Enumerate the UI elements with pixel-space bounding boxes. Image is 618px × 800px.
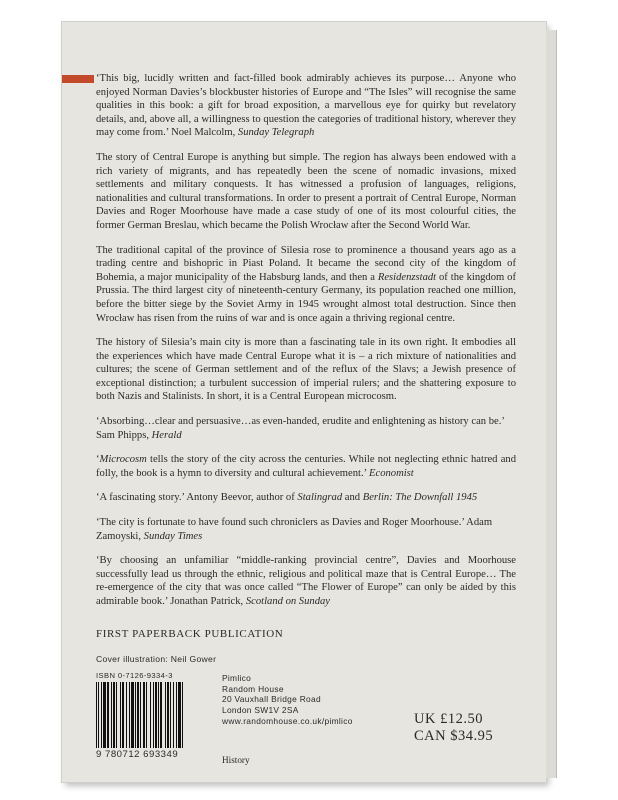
price-can: CAN $34.95 [414,727,494,744]
description-para-2: The traditional capital of the province of Silesia rose to prominence a thousand years ago as a trading centre and bishopric in Piast Poland. It became the second city of the kingdom of Bohemia, a major municipality of the Habsburg lands, and then a Residenzstadt of the kingdom of Prussia. The third largest city of nineteenth-century Germany, its population reached one million, before the bitter siege by the Soviet Army in 1945 wrought almost total destruction. Since then Wrocław has risen from the ruins of war and is once again a thriving regional centre. [96,244,516,324]
cover-credit: Cover illustration: Neil Gower [96,654,217,664]
first-paperback-label: FIRST PAPERBACK PUBLICATION [96,628,284,640]
barcode-bar [183,682,184,748]
blurb-text [96,72,516,620]
price-uk: UK £12.50 [414,711,483,727]
publisher-parent: Random House [222,683,284,694]
barcode-bars [96,682,212,748]
review-malcolm: ‘This big, lucidly written and fact-filled book admirably achieves its purpose… Anyone who enjoyed Norman Davies’s blockbuster histories of Europe and “The Isles” will recognise the same qualities in this book: a gift for broad exposition, a marvellous eye for quirky but revelatory details, and, above all, a willingness to question the categories of traditional history, wherever they may come from.’ Noel Malcolm, Sunday Telegraph [96,73,516,139]
accent-bar [62,75,94,83]
publisher-url: www.randomhouse.co.uk/pimlico [222,715,353,726]
description-para-3: The history of Silesia’s main city is more than a fascinating tale in its own right. It embodies all the experiences which have made Central Europe what it is – a rich mixture of nationalities and cultures; the scene of German settlement and of the reflux of the Slavs; a Jewish presence of exceptional distinction; a turbulent succession of imperial rulers; and the shattering exposure to both Nazis and Stalinists. In short, it is a Central European microcosm. [96,337,516,403]
publisher-name: Pimlico [222,673,252,683]
review-patrick: ‘By choosing an unfamiliar “middle-ranking provincial centre”, Davies and Moorhouse successfully lead us through the ethnic, religious and political maze that is Central Europe… The re-emergence of the city that was once called “The Flower of Europe” can only be aided by this admirable book.’ Jonathan Patrick, Scotland on Sunday [96,555,516,607]
ean-number: 9 780712 693349 [96,749,179,760]
description-para-1: The story of Central Europe is anything but simple. The region has always been endowed with a rich variety of migrants, and has repeatedly been the scene of nomadic invasions, mixed settlements and military conquests. It has witnessed a profusion of languages, religions, nationalities and cultural transformations. In order to present a portrait of Central Europe, Norman Davies and Roger Moorhouse have made a case study of one of its most colourful cities, the former German Breslau, which became the Polish Wrocław after the Second World War. [96,151,516,231]
review-beevor: ‘A fascinating story.’ Antony Beevor, author of Stalingrad and Berlin: The Downfall 1945 [96,492,478,504]
review-economist: ‘Microcosm tells the story of the city across the centuries. While not neglecting ethnic hatred and folly, the book is a hymn to diversity and cultural achievement.’ Economist [96,454,516,479]
category-label: History [222,755,250,765]
review-zamoyski: ‘The city is fortunate to have found such chroniclers as Davies and Roger Moorhouse.’ Adam Zamoyski, Sunday Times [96,517,493,542]
publisher-street: 20 Vauxhall Bridge Road [222,694,321,705]
isbn-label: ISBN 0-7126-9334-3 [96,671,173,680]
cover-edge [546,30,557,778]
publisher-city: London SW1V 2SA [222,705,299,716]
publisher-info [222,673,353,727]
price-block [414,711,493,744]
barcode [96,671,212,760]
review-phipps: ‘Absorbing…clear and persuasive…as even-handed, erudite and enlightening as history can be.’ Sam Phipps, Herald [96,416,505,441]
